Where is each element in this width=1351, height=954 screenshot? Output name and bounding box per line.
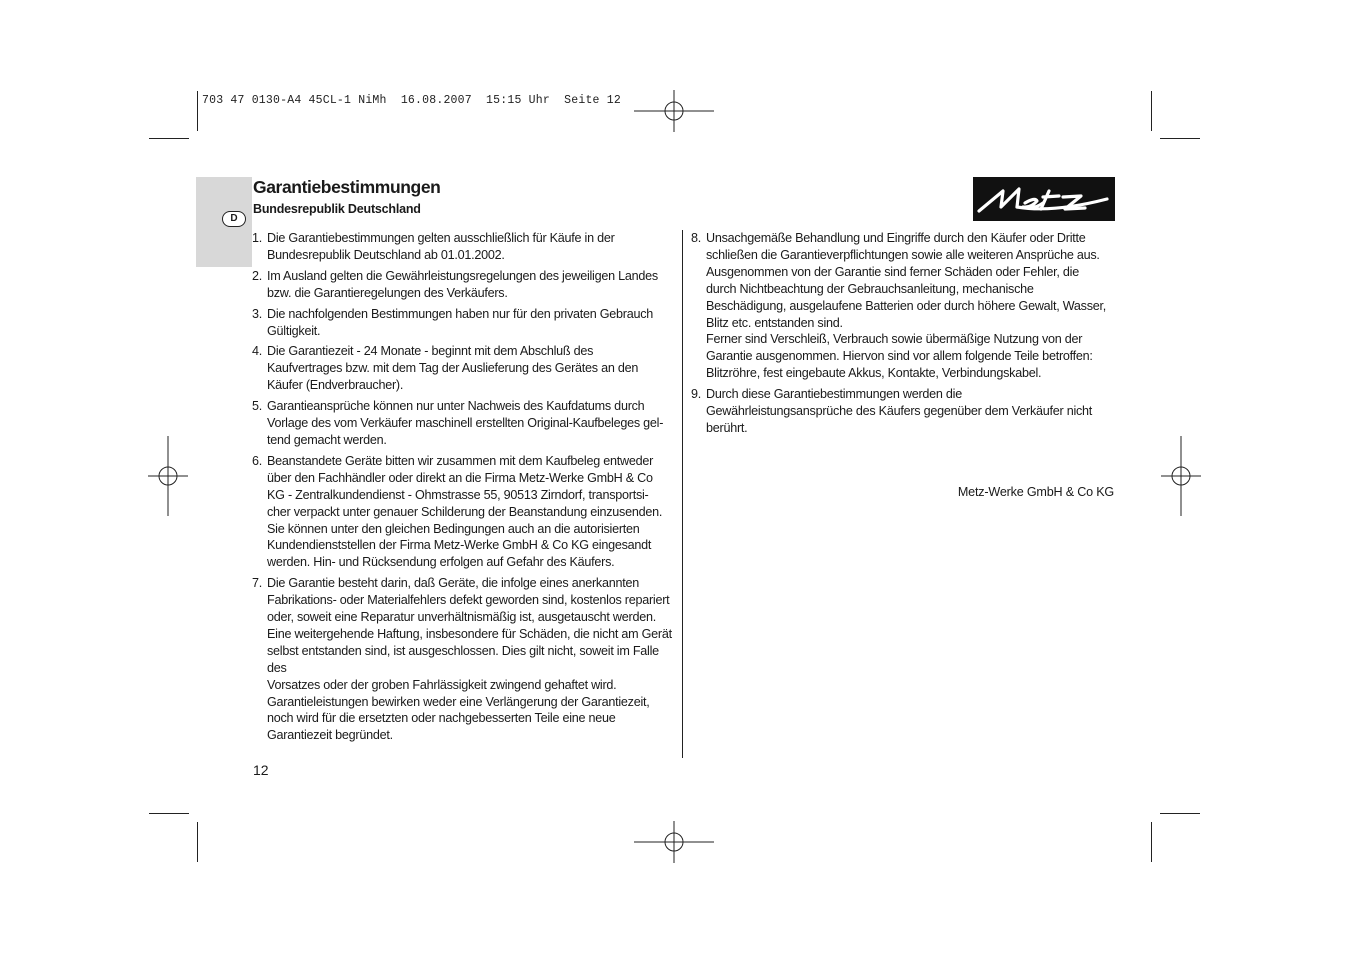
item-line: Garantie ausgenommen. Hiervon sind vor allem folgende Teile betroffen: xyxy=(706,349,1093,364)
metz-logo-icon xyxy=(973,177,1115,221)
item-line: Garantieansprüche können nur unter Nachweis des Kaufdatums durch xyxy=(267,399,645,414)
item-number: 2. xyxy=(252,268,263,283)
item-number: 1. xyxy=(252,231,263,245)
item-line: berührt. xyxy=(706,420,748,435)
item-line: Vorlage des vom Verkäufer maschinell erstellten Original-Kaufbeleges gel- xyxy=(267,416,664,431)
item-line: Käufer (Endverbraucher). xyxy=(267,378,404,393)
item-line: tend gemacht werden. xyxy=(267,432,387,447)
item-text xyxy=(706,386,1115,437)
item-line: Blitzröhre, fest eingebaute Akkus, Kontakte, Verbindungskabel. xyxy=(706,366,1042,381)
item-line: oder, soweit eine Reparatur unverhältnismäßig ist, ausgetauscht werden. xyxy=(267,610,656,625)
item-number: 3. xyxy=(252,306,263,321)
item-number: 4. xyxy=(252,344,263,359)
left-column xyxy=(252,230,674,748)
list-item xyxy=(252,230,674,264)
item-number: 6. xyxy=(252,453,263,468)
list-item xyxy=(252,343,674,394)
item-number: 7. xyxy=(252,576,263,591)
crop-mark xyxy=(197,822,198,862)
item-line: Ausgenommen von der Garantie sind ferner Schäden oder Fehler, die xyxy=(706,264,1079,279)
item-text xyxy=(267,398,674,449)
item-line: Beanstandete Geräte bitten wir zusammen mit dem Kaufbeleg entweder xyxy=(267,453,654,468)
item-line: Kundendienststellen der Firma Metz-Werke GmbH & Co KG eingesandt xyxy=(267,538,652,553)
list-item xyxy=(691,230,1115,382)
item-line: Ferner sind Verschleiß, Verbrauch sowie übermäßige Nutzung von der xyxy=(706,332,1083,347)
list-item xyxy=(252,398,674,449)
item-line: Durch diese Garantiebestimmungen werden die xyxy=(706,387,962,402)
right-column xyxy=(691,230,1115,441)
item-line: Gültigkeit. xyxy=(267,323,321,338)
item-line: selbst entstanden sind, ist ausgeschlossen. Dies gilt nicht, soweit im Falle des xyxy=(267,643,659,675)
list-item xyxy=(252,453,674,571)
item-line: Blitz etc. entstanden sind. xyxy=(706,315,843,330)
item-line: Fabrikations- oder Materialfehlers defekt geworden sind, kostenlos repariert xyxy=(267,593,670,608)
item-line: über den Fachhändler oder direkt an die Firma Metz-Werke GmbH & Co xyxy=(267,470,653,485)
item-number: 9. xyxy=(691,387,702,402)
list-item xyxy=(252,306,674,340)
list-item xyxy=(691,386,1115,437)
item-line: Gewährleistungsansprüche des Käufers gegenüber dem Verkäufer nicht xyxy=(706,404,1093,419)
list-item xyxy=(252,268,674,302)
item-text xyxy=(267,306,674,340)
warranty-list-left xyxy=(252,230,674,744)
item-line: Die nachfolgenden Bestimmungen haben nur für den privaten Gebrauch xyxy=(267,306,654,321)
page-subtitle: Bundesrepublik Deutschland xyxy=(253,202,421,216)
item-line: KG - Zentralkundendienst - Ohmstrasse 55, 90513 Zirndorf, transportsi- xyxy=(267,487,649,502)
item-line: Sie können unter den gleichen Bedingungen auch an die autorisierten xyxy=(267,521,640,536)
crop-mark xyxy=(197,91,198,131)
crop-mark xyxy=(149,138,189,139)
language-badge: D xyxy=(222,211,246,227)
crop-mark xyxy=(1151,91,1152,131)
registration-mark-top xyxy=(634,90,714,132)
registration-mark-left xyxy=(148,436,188,516)
crop-mark xyxy=(1160,813,1200,814)
item-line: durch Nichtbeachtung der Gebrauchsanleitung, mechanische xyxy=(706,281,1034,296)
item-line: Garantiezeit begründet. xyxy=(267,728,393,743)
item-line: Im Ausland gelten die Gewährleistungsregelungen des jeweiligen Landes xyxy=(267,268,658,283)
item-text xyxy=(267,575,674,744)
page-title: Garantiebestimmungen xyxy=(253,177,441,197)
list-item xyxy=(252,575,674,744)
item-line: schließen die Garantieverpflichtungen sowie alle weiteren Ansprüche aus. xyxy=(706,247,1100,262)
item-line: Die Garantie besteht darin, daß Geräte, die infolge eines anerkannten xyxy=(267,576,640,591)
registration-mark-right xyxy=(1161,436,1201,516)
item-line: Die Garantiebestimmungen gelten ausschließlich für Käufe in der xyxy=(267,231,615,245)
crop-mark xyxy=(149,813,189,814)
page-number: 12 xyxy=(253,762,269,778)
item-text xyxy=(267,268,674,302)
item-line: bzw. die Garantieregelungen des Verkäufers. xyxy=(267,285,508,300)
crop-mark xyxy=(1151,822,1152,862)
item-line: noch wird für die ersetzten oder nachgebesserten Teile eine neue xyxy=(267,711,616,726)
column-divider xyxy=(682,230,683,758)
company-signature: Metz-Werke GmbH & Co KG xyxy=(957,485,1114,499)
item-line: cher verpackt unter genauer Schilderung der Beanstandung einzusenden. xyxy=(267,504,663,519)
item-line: Garantieleistungen bewirken weder eine Verlängerung der Garantiezeit, xyxy=(267,694,650,709)
registration-mark-bottom xyxy=(634,821,714,863)
item-line: Vorsatzes oder der groben Fahrlässigkeit zwingend gehaftet wird. xyxy=(267,677,617,692)
warranty-list-right xyxy=(691,230,1115,437)
item-text xyxy=(267,343,674,394)
item-line: Bundesrepublik Deutschland ab 01.01.2002. xyxy=(267,247,505,262)
item-line: werden. Hin- und Rücksendung erfolgen auf Gefahr des Käufers. xyxy=(267,555,615,570)
item-text xyxy=(267,230,674,264)
item-number: 8. xyxy=(691,231,702,245)
item-text xyxy=(706,230,1115,382)
item-line: Unsachgemäße Behandlung und Eingriffe durch den Käufer oder Dritte xyxy=(706,231,1086,245)
item-text xyxy=(267,453,674,571)
item-line: Eine weitergehende Haftung, insbesondere für Schäden, die nicht am Gerät xyxy=(267,626,672,641)
metz-logo xyxy=(973,177,1115,221)
print-slug: 703 47 0130-A4 45CL-1 NiMh 16.08.2007 15:15 Uhr Seite 12 xyxy=(202,94,621,107)
item-line: Beschädigung, ausgelaufene Batterien oder durch höhere Gewalt, Wasser, xyxy=(706,298,1106,313)
item-line: Kaufvertrages bzw. mit dem Tag der Auslieferung des Gerätes an den xyxy=(267,361,639,376)
crop-mark xyxy=(1160,138,1200,139)
item-number: 5. xyxy=(252,399,263,414)
item-line: Die Garantiezeit - 24 Monate - beginnt mit dem Abschluß des xyxy=(267,344,594,359)
